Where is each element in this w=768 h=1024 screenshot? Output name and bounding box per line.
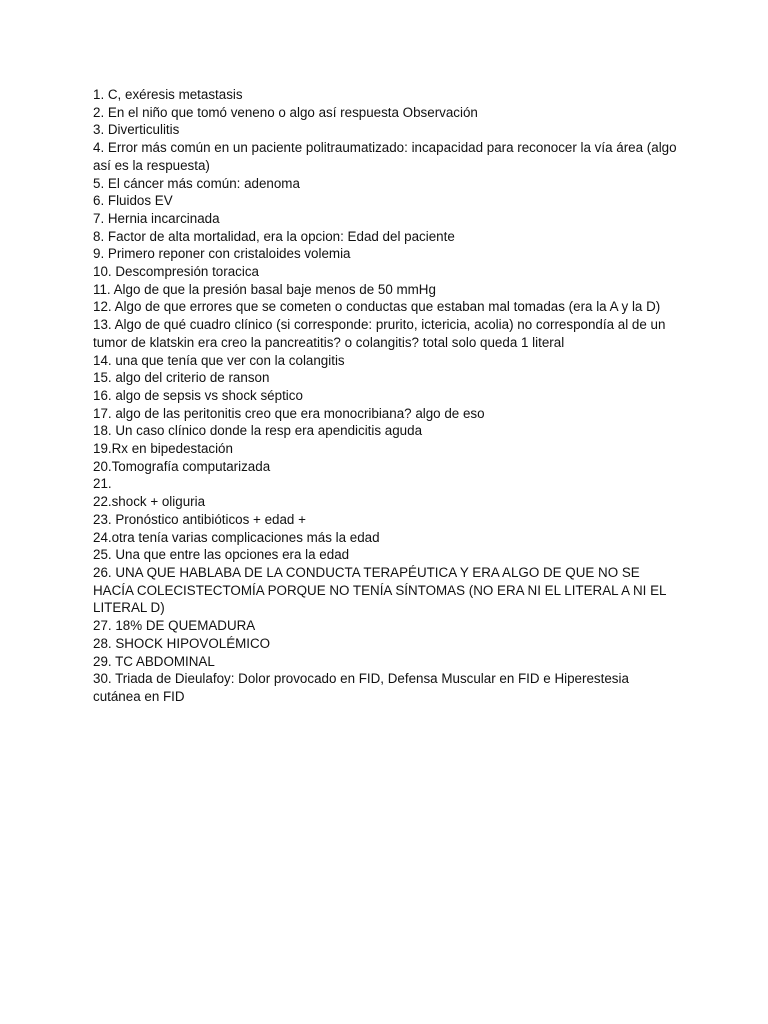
list-item: 5. El cáncer más común: adenoma (93, 175, 300, 191)
list-item: 9. Primero reponer con cristaloides volemia (93, 246, 351, 262)
list-item: 30. Triada de Dieulafoy: Dolor provocado en FID, Defensa Muscular en FID e Hiperestesia cutánea en FID (93, 671, 629, 704)
list-item: 2. En el niño que tomó veneno o algo así respuesta Observación (93, 104, 478, 120)
list-item: 12. Algo de que errores que se cometen o conductas que estaban mal tomadas (era la A y la D) (93, 299, 661, 315)
list-item: 20.Tomografía computarizada (93, 458, 271, 474)
list-item: 16. algo de sepsis vs shock séptico (93, 387, 303, 403)
list-item: 28. SHOCK HIPOVOLÉMICO (93, 635, 271, 651)
list-item: 25. Una que entre las opciones era la edad (93, 547, 350, 563)
answer-list (93, 86, 678, 706)
list-item: 4. Error más común en un paciente politraumatizado: incapacidad para reconocer la vía área (algo así es la respuesta) (93, 140, 677, 173)
list-item: 10. Descompresión toracica (93, 264, 259, 280)
list-item: 1. C, exéresis metastasis (93, 87, 243, 102)
list-item: 3. Diverticulitis (93, 122, 180, 138)
list-item: 17. algo de las peritonitis creo que era monocribiana? algo de eso (93, 405, 485, 421)
list-item: 21. (93, 476, 112, 492)
list-item: 19.Rx en bipedestación (93, 441, 233, 457)
list-item: 11. Algo de que la presión basal baje menos de 50 mmHg (93, 281, 436, 297)
list-item: 24.otra tenía varias complicaciones más la edad (93, 529, 380, 545)
list-item: 7. Hernia incarcinada (93, 210, 220, 226)
list-item: 29. TC ABDOMINAL (93, 653, 215, 669)
list-item: 13. Algo de qué cuadro clínico (si corresponde: prurito, ictericia, acolia) no correspondía al de un tumor de klatskin era creo la pancreatitis? o colangitis? total solo queda 1 literal (93, 317, 666, 350)
list-item: 15. algo del criterio de ranson (93, 370, 270, 386)
list-item: 27. 18% DE QUEMADURA (93, 618, 256, 634)
list-item: 14. una que tenía que ver con la colangitis (93, 352, 345, 368)
list-item: 6. Fluidos EV (93, 193, 173, 209)
list-item: 23. Pronóstico antibióticos + edad + (93, 511, 306, 527)
list-item: 22.shock + oliguria (93, 494, 206, 510)
list-item: 18. Un caso clínico donde la resp era apendicitis aguda (93, 423, 423, 439)
list-item: 8. Factor de alta mortalidad, era la opcion: Edad del paciente (93, 228, 455, 244)
list-item: 26. UNA QUE HABLABA DE LA CONDUCTA TERAPÉUTICA Y ERA ALGO DE QUE NO SE HACÍA COLECISTECTOMÍA PORQUE NO TENÍA SÍNTOMAS (NO ERA NI EL LITERAL A NI EL LITERAL D) (93, 564, 666, 616)
